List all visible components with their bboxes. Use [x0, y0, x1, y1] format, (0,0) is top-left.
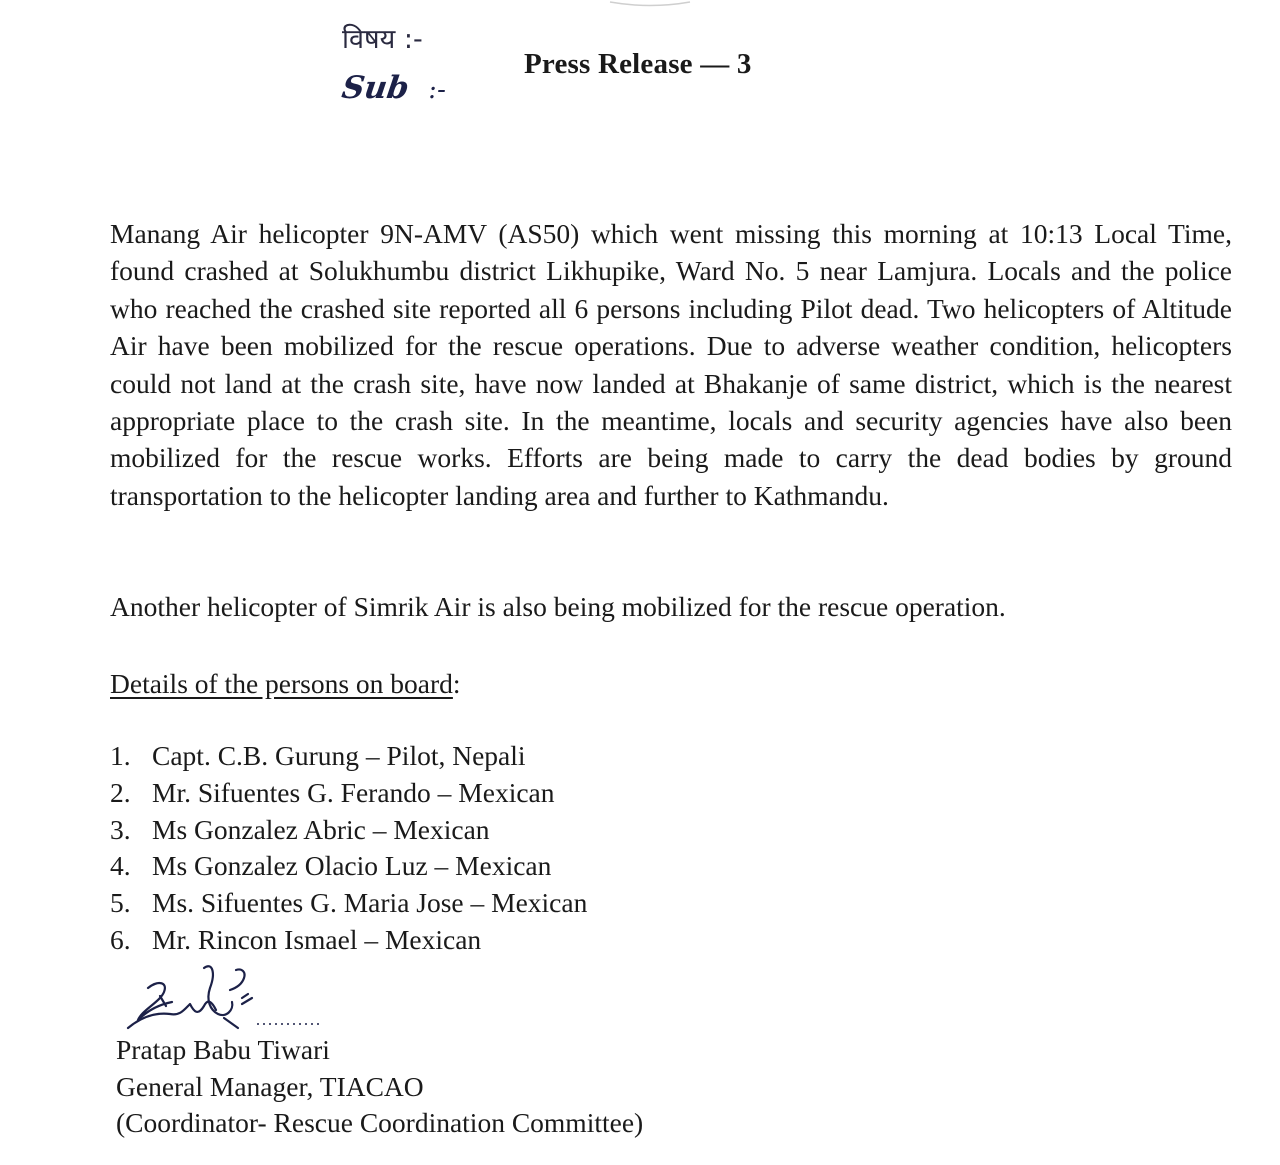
list-item	[110, 848, 587, 885]
list-item-number: 4.	[110, 850, 131, 882]
details-heading	[110, 665, 461, 702]
list-item-text: Capt. C.B. Gurung – Pilot, Nepali	[152, 740, 526, 771]
handwritten-signature	[120, 958, 330, 1038]
subject-label-english	[339, 68, 449, 110]
list-item-text: Mr. Sifuentes G. Ferando – Mexican	[152, 776, 555, 808]
body-paragraph-2: Another helicopter of Simrik Air is also being mobilized for the rescue operation.	[110, 591, 1006, 622]
letterhead-mark	[608, 0, 692, 8]
list-item-text: Ms. Sifuentes G. Maria Jose – Mexican	[152, 887, 588, 919]
list-item-number: 1.	[110, 740, 131, 771]
signatory-role: (Coordinator- Rescue Coordination Committee)	[116, 1107, 644, 1138]
press-release-title: Press Release — 3	[524, 48, 752, 80]
list-item	[110, 885, 587, 922]
list-item-number: 5.	[110, 887, 131, 919]
list-item	[110, 738, 587, 775]
list-item-text: Ms Gonzalez Olacio Luz – Mexican	[152, 850, 552, 882]
details-heading-text: Details of the persons on board	[110, 668, 453, 699]
list-item-text: Mr. Rincon Ismael – Mexican	[152, 923, 482, 955]
details-heading-colon: :	[452, 668, 461, 699]
list-item	[110, 922, 587, 959]
subject-colon: :-	[426, 75, 449, 105]
signatory-name: Pratap Babu Tiwari	[116, 1034, 330, 1065]
subject-block	[339, 22, 449, 110]
signatory-designation: General Manager, TIACAO	[116, 1070, 424, 1102]
list-item-text: Ms Gonzalez Abric – Mexican	[152, 813, 490, 845]
subject-label-hindi: विषय :-	[342, 24, 423, 55]
list-item	[110, 775, 587, 812]
persons-list	[110, 738, 587, 959]
signatory-block	[116, 1032, 643, 1142]
list-item	[110, 812, 587, 849]
subject-sub-text: Sub	[339, 70, 412, 106]
list-item-number: 2.	[110, 776, 131, 808]
body-paragraph-1: Manang Air helicopter 9N-AMV (AS50) which went missing this morning at 10:13 Local Time, found crashed at Solukhumbu district Likhupike, Ward No. 5 near Lamjura. Locals and the police who reached the crashed site reported all 6 persons including Pilot dead. Two helicopters of Altitude Air have been mobilized for the rescue operations. Due to adverse weather condition, helicopters could not land at the crash site, have now landed at Bhakanje of same district, which is the nearest appropriate place to the crash site. In the meantime, locals and security agencies have also been mobilized for the rescue works. Efforts are being made to carry the dead bodies by ground transportation to the helicopter landing area and further to Kathmandu.	[110, 218, 1232, 511]
list-item-number: 6.	[110, 923, 131, 955]
list-item-number: 3.	[110, 813, 131, 845]
